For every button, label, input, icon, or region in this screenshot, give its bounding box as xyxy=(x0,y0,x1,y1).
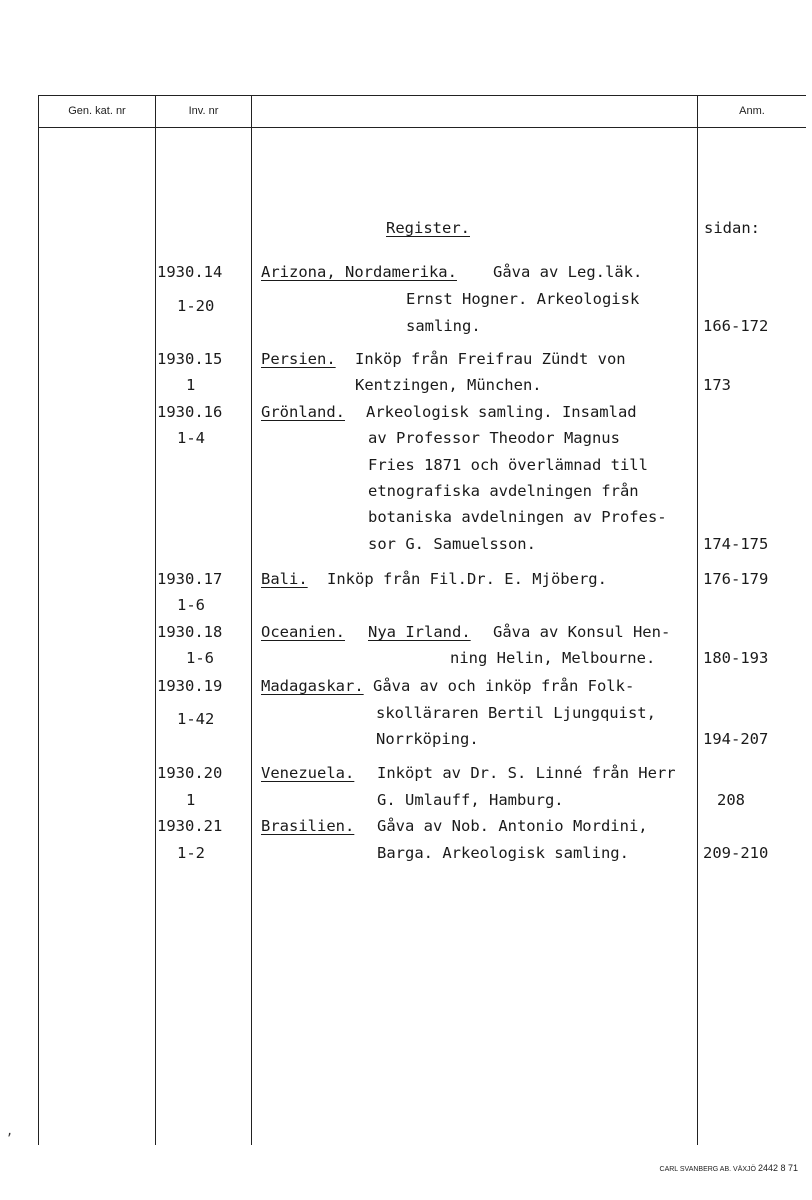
entry-text-line: G. Umlauff, Hamburg. xyxy=(377,791,564,809)
entry-inv-number: 1930.18 xyxy=(157,623,223,641)
entry-text-line: etnografiska avdelningen från xyxy=(368,482,639,500)
entry-text-line: samling. xyxy=(406,317,481,335)
entry-inv-number: 1930.17 xyxy=(157,570,223,588)
entry-place: Brasilien. xyxy=(261,817,355,835)
entry-text-line: Gåva av Konsul Hen- xyxy=(493,623,671,641)
entry-text-line: Gåva av Nob. Antonio Mordini, xyxy=(377,817,648,835)
header-gen-kat-nr: Gen. kat. nr xyxy=(68,105,126,117)
entry-text-line: Inköpt av Dr. S. Linné från Herr xyxy=(377,764,676,782)
entry-inv-number: 1930.14 xyxy=(157,263,223,281)
header-bottom-rule xyxy=(38,127,806,128)
entry-text-line: Kentzingen, München. xyxy=(355,376,542,394)
register-title: Register. xyxy=(386,219,470,237)
entry-range: 1-2 xyxy=(177,844,205,862)
left-border-rule xyxy=(38,95,39,1145)
sidan-label: sidan: xyxy=(704,219,760,237)
entry-pages: 208 xyxy=(717,791,745,809)
entry-text-line: ning Helin, Melbourne. xyxy=(450,649,656,667)
entry-pages: 173 xyxy=(703,376,731,394)
entry-text-line: av Professor Theodor Magnus xyxy=(368,429,620,447)
entry-pages: 166-172 xyxy=(703,317,769,335)
entry-place: Oceanien. xyxy=(261,623,345,641)
entry-range: 1 xyxy=(186,376,196,394)
entry-text-line: Fries 1871 och överlämnad till xyxy=(368,456,648,474)
entry-text-line: Norrköping. xyxy=(376,730,479,748)
entry-text-line: Gåva av och inköp från Folk- xyxy=(373,677,635,695)
column-rule-2 xyxy=(251,95,252,1145)
entry-place: Venezuela. xyxy=(261,764,355,782)
entry-range: 1-6 xyxy=(186,649,214,667)
entry-text-line: sor G. Samuelsson. xyxy=(368,535,536,553)
entry-pages: 194-207 xyxy=(703,730,769,748)
entry-pages: 174-175 xyxy=(703,535,769,553)
entry-range: 1 xyxy=(186,791,196,809)
printer-footer xyxy=(660,1163,798,1173)
entry-place-secondary: Nya Irland. xyxy=(368,623,471,641)
entry-text-line: skolläraren Bertil Ljungquist, xyxy=(376,704,656,722)
entry-text-line: Gåva av Leg.läk. xyxy=(493,263,643,281)
entry-pages: 176-179 xyxy=(703,570,769,588)
entry-place: Persien. xyxy=(261,350,336,368)
entry-text-line: botaniska avdelningen av Profes- xyxy=(368,508,667,526)
entry-place: Bali. xyxy=(261,570,308,588)
ink-mark: , xyxy=(6,1124,14,1138)
entry-range: 1-20 xyxy=(177,297,215,315)
entry-inv-number: 1930.21 xyxy=(157,817,223,835)
entry-text-line: Inköp från Fil.Dr. E. Mjöberg. xyxy=(327,570,607,588)
entry-place: Arizona, Nordamerika. xyxy=(261,263,457,281)
entry-text-line: Barga. Arkeologisk samling. xyxy=(377,844,629,862)
entry-pages: 180-193 xyxy=(703,649,769,667)
entry-text-line: Arkeologisk samling. Insamlad xyxy=(366,403,637,421)
form-code: 2442 8 71 xyxy=(757,1163,798,1173)
entry-range: 1-4 xyxy=(177,429,205,447)
entry-place: Grönland. xyxy=(261,403,345,421)
column-rule-1 xyxy=(155,95,156,1145)
column-rule-3 xyxy=(697,95,698,1145)
entry-inv-number: 1930.16 xyxy=(157,403,223,421)
entry-text-line: Inköp från Freifrau Zündt von xyxy=(355,350,626,368)
header-inv-nr: Inv. nr xyxy=(188,105,219,117)
entry-inv-number: 1930.19 xyxy=(157,677,223,695)
entry-range: 1-6 xyxy=(177,596,205,614)
entry-pages: 209-210 xyxy=(703,844,769,862)
printer-name: CARL SVANBERG AB. VÄXJÖ xyxy=(659,1166,756,1173)
entry-inv-number: 1930.15 xyxy=(157,350,223,368)
entry-text-line: Ernst Hogner. Arkeologisk xyxy=(406,290,640,308)
entry-place: Madagaskar. xyxy=(261,677,364,695)
header-anm: Anm. xyxy=(739,105,765,117)
entry-range: 1-42 xyxy=(177,710,215,728)
entry-inv-number: 1930.20 xyxy=(157,764,223,782)
